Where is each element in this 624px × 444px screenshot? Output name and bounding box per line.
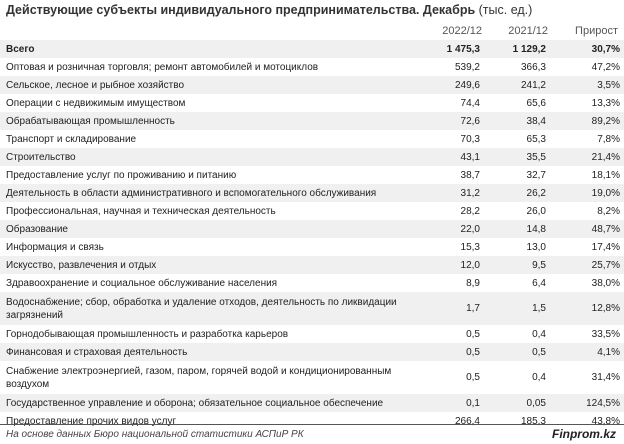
row-label: Здравоохранение и социальное обслуживание населения <box>6 277 278 289</box>
value-2022: 1 475,3 <box>414 40 484 58</box>
value-2022: 0,5 <box>466 372 480 383</box>
row-label: Информация и связь <box>6 241 104 253</box>
table-row <box>0 202 624 220</box>
table-row <box>0 325 624 343</box>
value-growth: 48,7% <box>550 220 624 238</box>
title-unit: (тыс. ед.) <box>478 3 533 17</box>
value-2022: 0,5 <box>414 343 484 361</box>
row-label: Строительство <box>0 148 414 166</box>
value-2021: 26,0 <box>526 205 546 217</box>
table-row <box>0 76 624 94</box>
table-row <box>0 166 624 184</box>
table-row <box>0 58 624 76</box>
value-growth: 25,7% <box>550 256 624 274</box>
column-2021: 2021/12 <box>508 25 548 37</box>
value-growth: 3,5% <box>550 76 624 94</box>
table-row <box>0 220 624 238</box>
value-growth: 4,1% <box>550 343 624 361</box>
value-2022: 1,7 <box>414 292 484 325</box>
value-2021: 1 129,2 <box>484 40 550 58</box>
value-growth: 31,4% <box>591 372 620 383</box>
value-2021: 185,3 <box>520 415 546 427</box>
table-row <box>0 361 624 394</box>
value-2022: 72,6 <box>414 112 484 130</box>
value-2022: 15,3 <box>460 241 480 253</box>
value-2022: 539,2 <box>454 61 480 73</box>
value-2021: 26,2 <box>484 184 550 202</box>
row-label: Государственное управление и оборона; обязательное социальное обеспечение <box>0 394 414 412</box>
column-2022: 2022/12 <box>442 25 482 37</box>
row-label: Сельское, лесное и рыбное хозяйство <box>0 76 414 94</box>
row-label: Профессиональная, научная и техническая деятельность <box>6 205 276 217</box>
value-2022: 43,1 <box>414 148 484 166</box>
value-2022: 8,9 <box>466 277 480 289</box>
title-text: Действующие субъекты индивидуального предпринимательства. Декабрь <box>6 3 476 17</box>
value-2021: 38,4 <box>484 112 550 130</box>
value-growth: 21,4% <box>550 148 624 166</box>
column-growth: Прирост <box>575 25 618 37</box>
table-row <box>0 94 624 112</box>
row-label: Операции с недвижимым имуществом <box>6 97 186 109</box>
row-label: Искусство, развлечения и отдых <box>0 256 414 274</box>
row-label: Финансовая и страховая деятельность <box>0 343 414 361</box>
table-row <box>0 394 624 412</box>
value-growth: 30,7% <box>550 40 624 58</box>
value-2021: 9,5 <box>484 256 550 274</box>
value-growth: 18,1% <box>591 169 620 181</box>
value-2022: 74,4 <box>460 97 480 109</box>
value-2021: 14,8 <box>484 220 550 238</box>
value-growth: 43,8% <box>591 415 620 427</box>
table-row <box>0 40 624 58</box>
value-2022: 28,2 <box>460 205 480 217</box>
value-growth: 12,8% <box>550 292 624 325</box>
row-label: Обрабатывающая промышленность <box>0 112 414 130</box>
table-row <box>0 112 624 130</box>
row-label: Снабжение электроэнергией, газом, паром, горячей водой и кондиционированным воздухом <box>6 365 392 390</box>
value-growth: 124,5% <box>550 394 624 412</box>
row-label: Деятельность в области административного и вспомогательного обслуживания <box>0 184 414 202</box>
value-2022: 31,2 <box>414 184 484 202</box>
value-2021: 0,5 <box>484 343 550 361</box>
value-2021: 0,4 <box>532 328 546 340</box>
row-label: Горнодобывающая промышленность и разработка карьеров <box>6 328 289 340</box>
value-2022: 70,3 <box>460 133 480 145</box>
table-row <box>0 292 624 325</box>
value-2022: 22,0 <box>414 220 484 238</box>
data-table <box>0 40 624 430</box>
value-growth: 38,0% <box>591 277 620 289</box>
table-row <box>0 274 624 292</box>
value-2021: 366,3 <box>520 61 546 73</box>
value-2022: 0,1 <box>414 394 484 412</box>
value-growth: 8,2% <box>597 205 620 217</box>
value-growth: 19,0% <box>550 184 624 202</box>
value-2022: 266,4 <box>454 415 480 427</box>
value-growth: 7,8% <box>597 133 620 145</box>
table-row <box>0 184 624 202</box>
table-row <box>0 148 624 166</box>
source-note: На основе данных Бюро национальной статистики АСПиР РК <box>6 429 304 440</box>
row-label: Всего <box>0 40 414 58</box>
value-2021: 0,4 <box>532 372 546 383</box>
page-title <box>6 3 532 17</box>
table-row <box>0 343 624 361</box>
value-2021: 65,3 <box>526 133 546 145</box>
value-growth: 47,2% <box>591 61 620 73</box>
value-2021: 6,4 <box>532 277 546 289</box>
brand-logo: Finprom.kz <box>551 427 616 441</box>
value-growth: 13,3% <box>591 97 620 109</box>
row-label: Оптовая и розничная торговля; ремонт автомобилей и мотоциклов <box>6 61 319 73</box>
table-header <box>0 22 624 41</box>
value-2022: 38,7 <box>460 169 480 181</box>
row-label: Предоставление прочих видов услуг <box>6 415 177 427</box>
value-2022: 0,5 <box>466 328 480 340</box>
footer <box>0 424 624 444</box>
value-2022: 12,0 <box>414 256 484 274</box>
value-2021: 65,6 <box>526 97 546 109</box>
value-2021: 241,2 <box>484 76 550 94</box>
value-2021: 13,0 <box>526 241 546 253</box>
row-label: Образование <box>0 220 414 238</box>
value-2021: 0,05 <box>484 394 550 412</box>
table-row <box>0 238 624 256</box>
row-label: Предоставление услуг по проживанию и питанию <box>6 169 237 181</box>
value-2021: 32,7 <box>526 169 546 181</box>
value-growth: 33,5% <box>591 328 620 340</box>
row-label: Транспорт и складирование <box>6 133 137 145</box>
value-growth: 89,2% <box>550 112 624 130</box>
value-growth: 17,4% <box>591 241 620 253</box>
value-2022: 249,6 <box>414 76 484 94</box>
value-2021: 1,5 <box>484 292 550 325</box>
row-label: Водоснабжение; сбор, обработка и удаление отходов, деятельность по ликвидации загрязнений <box>0 292 414 325</box>
table-row <box>0 130 624 148</box>
table-row <box>0 256 624 274</box>
value-2021: 35,5 <box>484 148 550 166</box>
